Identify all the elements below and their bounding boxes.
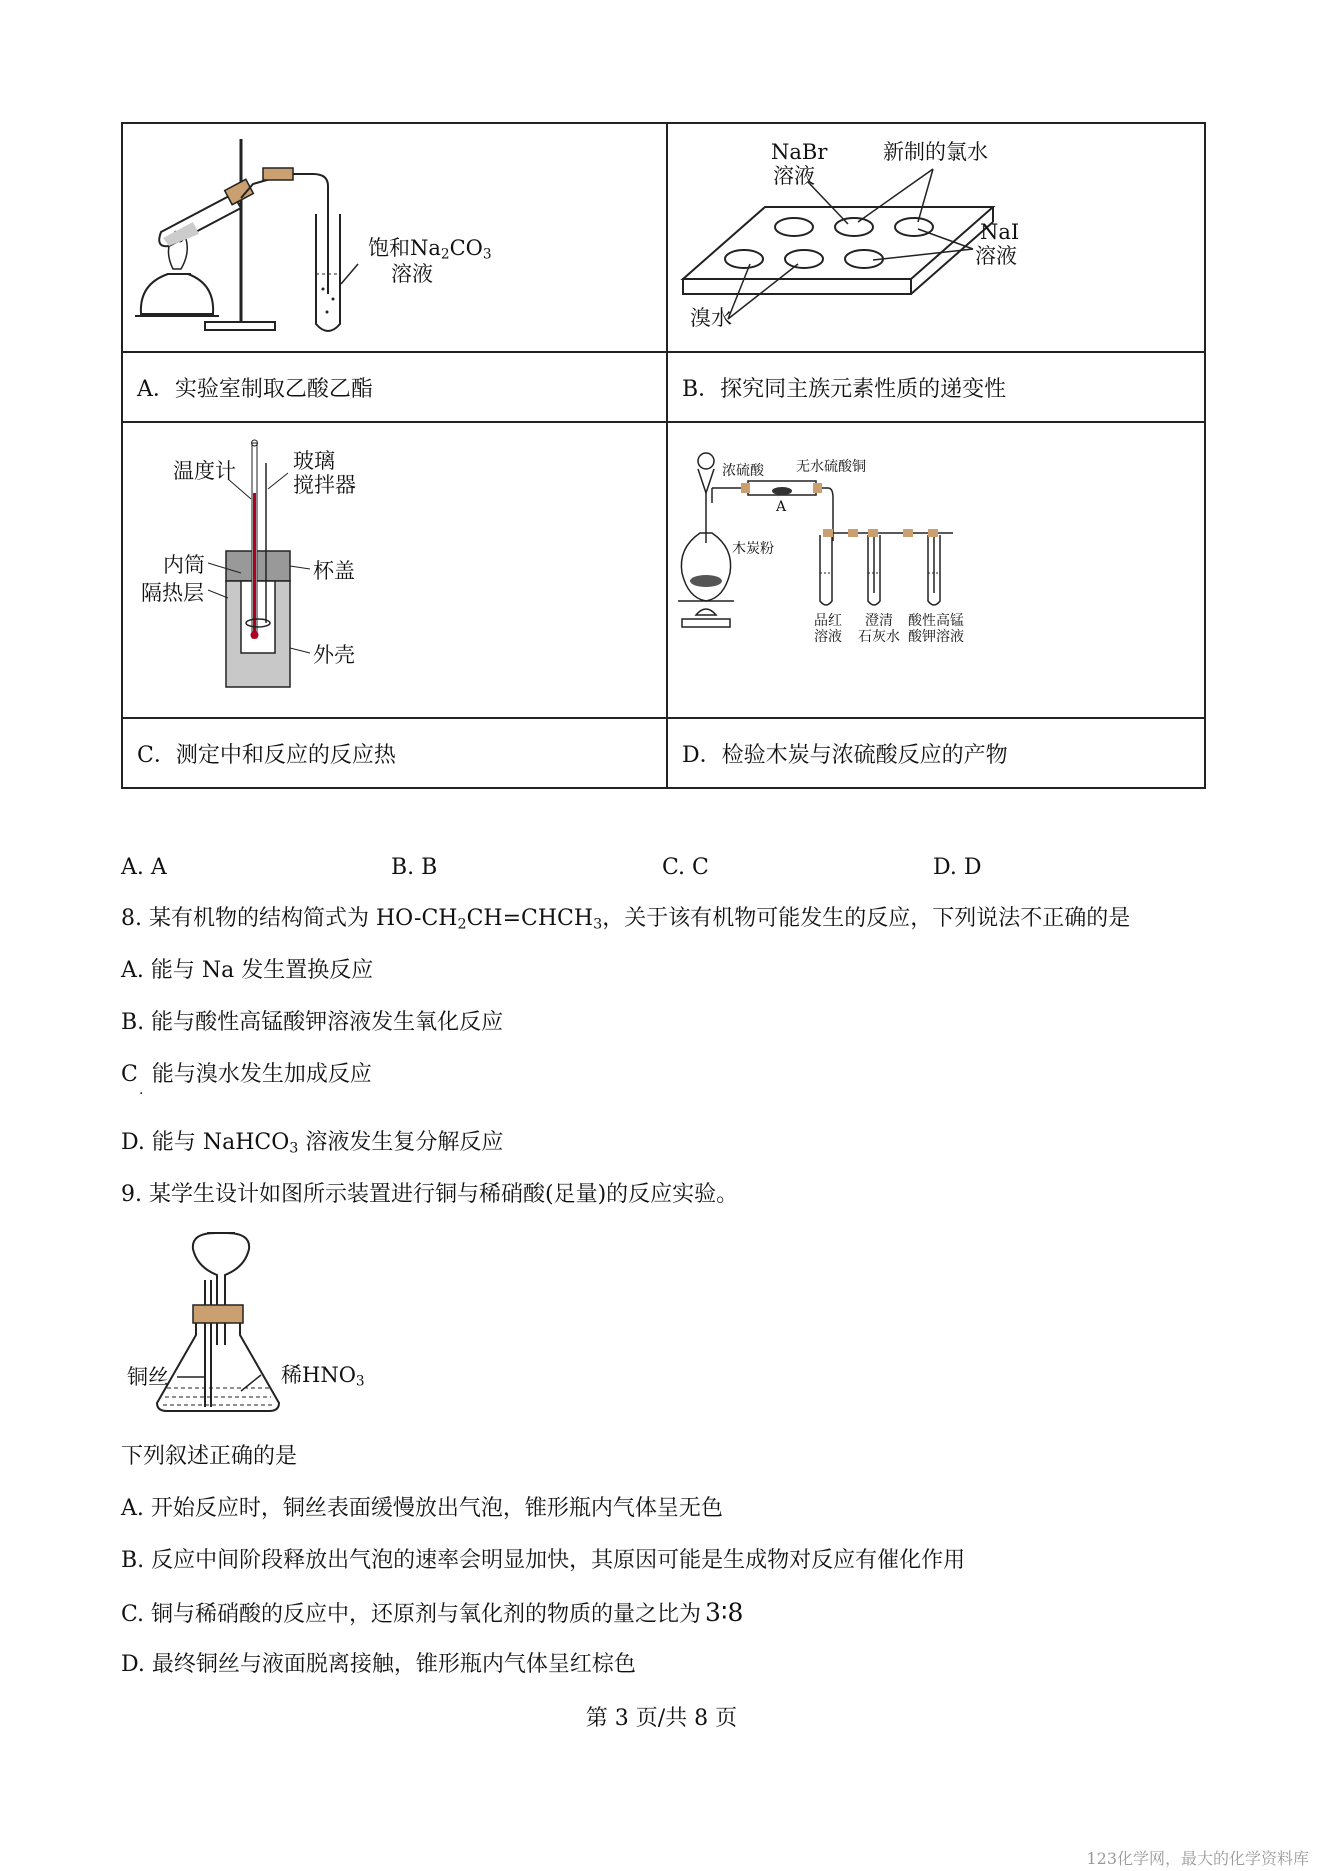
q9-option-c: C. 铜与稀硝酸的反应中，还原剂与氧化剂的物质的量之比为 3∶8 — [121, 1598, 744, 1627]
label-copper-wire: 铜丝 — [127, 1365, 169, 1389]
cell-a-figure — [122, 123, 667, 352]
caption-b: B．探究同主族元素性质的递变性 — [667, 352, 1205, 422]
label-dilute-hno3: 稀$HNO_3$ — [281, 1363, 365, 1390]
label-nabr-solution: 溶液 — [773, 164, 815, 188]
label-tube1-line1: 品红 — [814, 613, 842, 629]
caption-d: D．检验木炭与浓硫酸反应的产物 — [667, 718, 1205, 788]
label-nabr: NaBr — [771, 140, 828, 164]
label-bromine-water: 溴水 — [690, 306, 732, 330]
q8-option-b: B. 能与酸性高锰酸钾溶液发生氧化反应 — [121, 1010, 504, 1035]
q9-stem: 9. 某学生设计如图所示装置进行铜与稀硝酸(足量)的反应实验。 — [121, 1182, 739, 1207]
q9-lead: 下列叙述正确的是 — [121, 1444, 298, 1469]
label-tube1-line2: 溶液 — [814, 629, 842, 645]
label-tube2-line2: 石灰水 — [858, 629, 900, 645]
q8-option-c-dot: . — [139, 1082, 144, 1098]
label-stirrer: 搅拌器 — [293, 473, 356, 497]
q7-option-d: D. D — [933, 855, 982, 880]
label-thermometer: 温度计 — [173, 459, 236, 483]
caption-c: C．测定中和反应的反应热 — [122, 718, 667, 788]
page-number: 第 3 页/共 8 页 — [585, 1706, 738, 1731]
label-anhydrous-cuso4: 无水硫酸铜 — [796, 459, 866, 475]
label-lid: 杯盖 — [313, 559, 355, 583]
label-saturated-na2co3: 饱和$Na_2CO_3$ — [368, 236, 492, 263]
flask-figure — [121, 1225, 381, 1425]
watermark: 123化学网，最大的化学资料库 — [1086, 1849, 1309, 1868]
q7-option-c: C. C — [662, 855, 709, 880]
q9-apparatus-figure — [121, 1225, 381, 1425]
question-7-table — [121, 122, 1206, 789]
cell-b-figure — [667, 123, 1205, 352]
label-insulation: 隔热层 — [141, 581, 204, 605]
q8-option-a: A. 能与 Na 发生置换反应 — [121, 958, 374, 983]
q7-option-b: B. B — [391, 855, 438, 880]
q8-stem: 8. 某有机物的结构简式为 $HO-CH_2CH=CHCH_3$，关于该有机物可能发生的反应，下列说法不正确的是 — [121, 906, 1131, 933]
cell-d-figure — [667, 422, 1205, 718]
label-tube3-line1: 酸性高锰 — [908, 613, 964, 629]
label-tube2-line1: 澄清 — [865, 613, 893, 629]
caption-a: A．实验室制取乙酸乙酯 — [122, 352, 667, 422]
label-nai: NaI — [980, 220, 1020, 244]
cell-c-figure — [122, 422, 667, 718]
label-chlorine-water: 新制的氯水 — [883, 140, 988, 164]
q9-option-d: D. 最终铜丝与液面脱离接触，锥形瓶内气体呈红棕色 — [121, 1652, 636, 1677]
q9-option-b: B. 反应中间阶段释放出气泡的速率会明显加快，其原因可能是生成物对反应有催化作用 — [121, 1548, 966, 1573]
label-solution-a: 溶液 — [391, 262, 433, 286]
q8-option-c: C 能与溴水发生加成反应 — [121, 1062, 372, 1087]
q7-option-a: A. A — [121, 855, 167, 880]
label-inner-tube: 内筒 — [163, 553, 205, 577]
label-conc-sulfuric: 浓硫酸 — [722, 463, 764, 479]
label-tube3-line2: 酸钾溶液 — [908, 629, 964, 645]
label-charcoal-powder: 木炭粉 — [732, 541, 774, 557]
label-shell: 外壳 — [313, 643, 355, 667]
label-glass: 玻璃 — [293, 449, 335, 473]
label-a-tube: A — [776, 499, 787, 515]
label-nai-solution: 溶液 — [975, 244, 1017, 268]
q8-option-d: D. 能与 NaHCO$_3$ 溶液发生复分解反应 — [121, 1130, 504, 1157]
q9-option-a: A. 开始反应时，铜丝表面缓慢放出气泡，锥形瓶内气体呈无色 — [121, 1496, 723, 1521]
